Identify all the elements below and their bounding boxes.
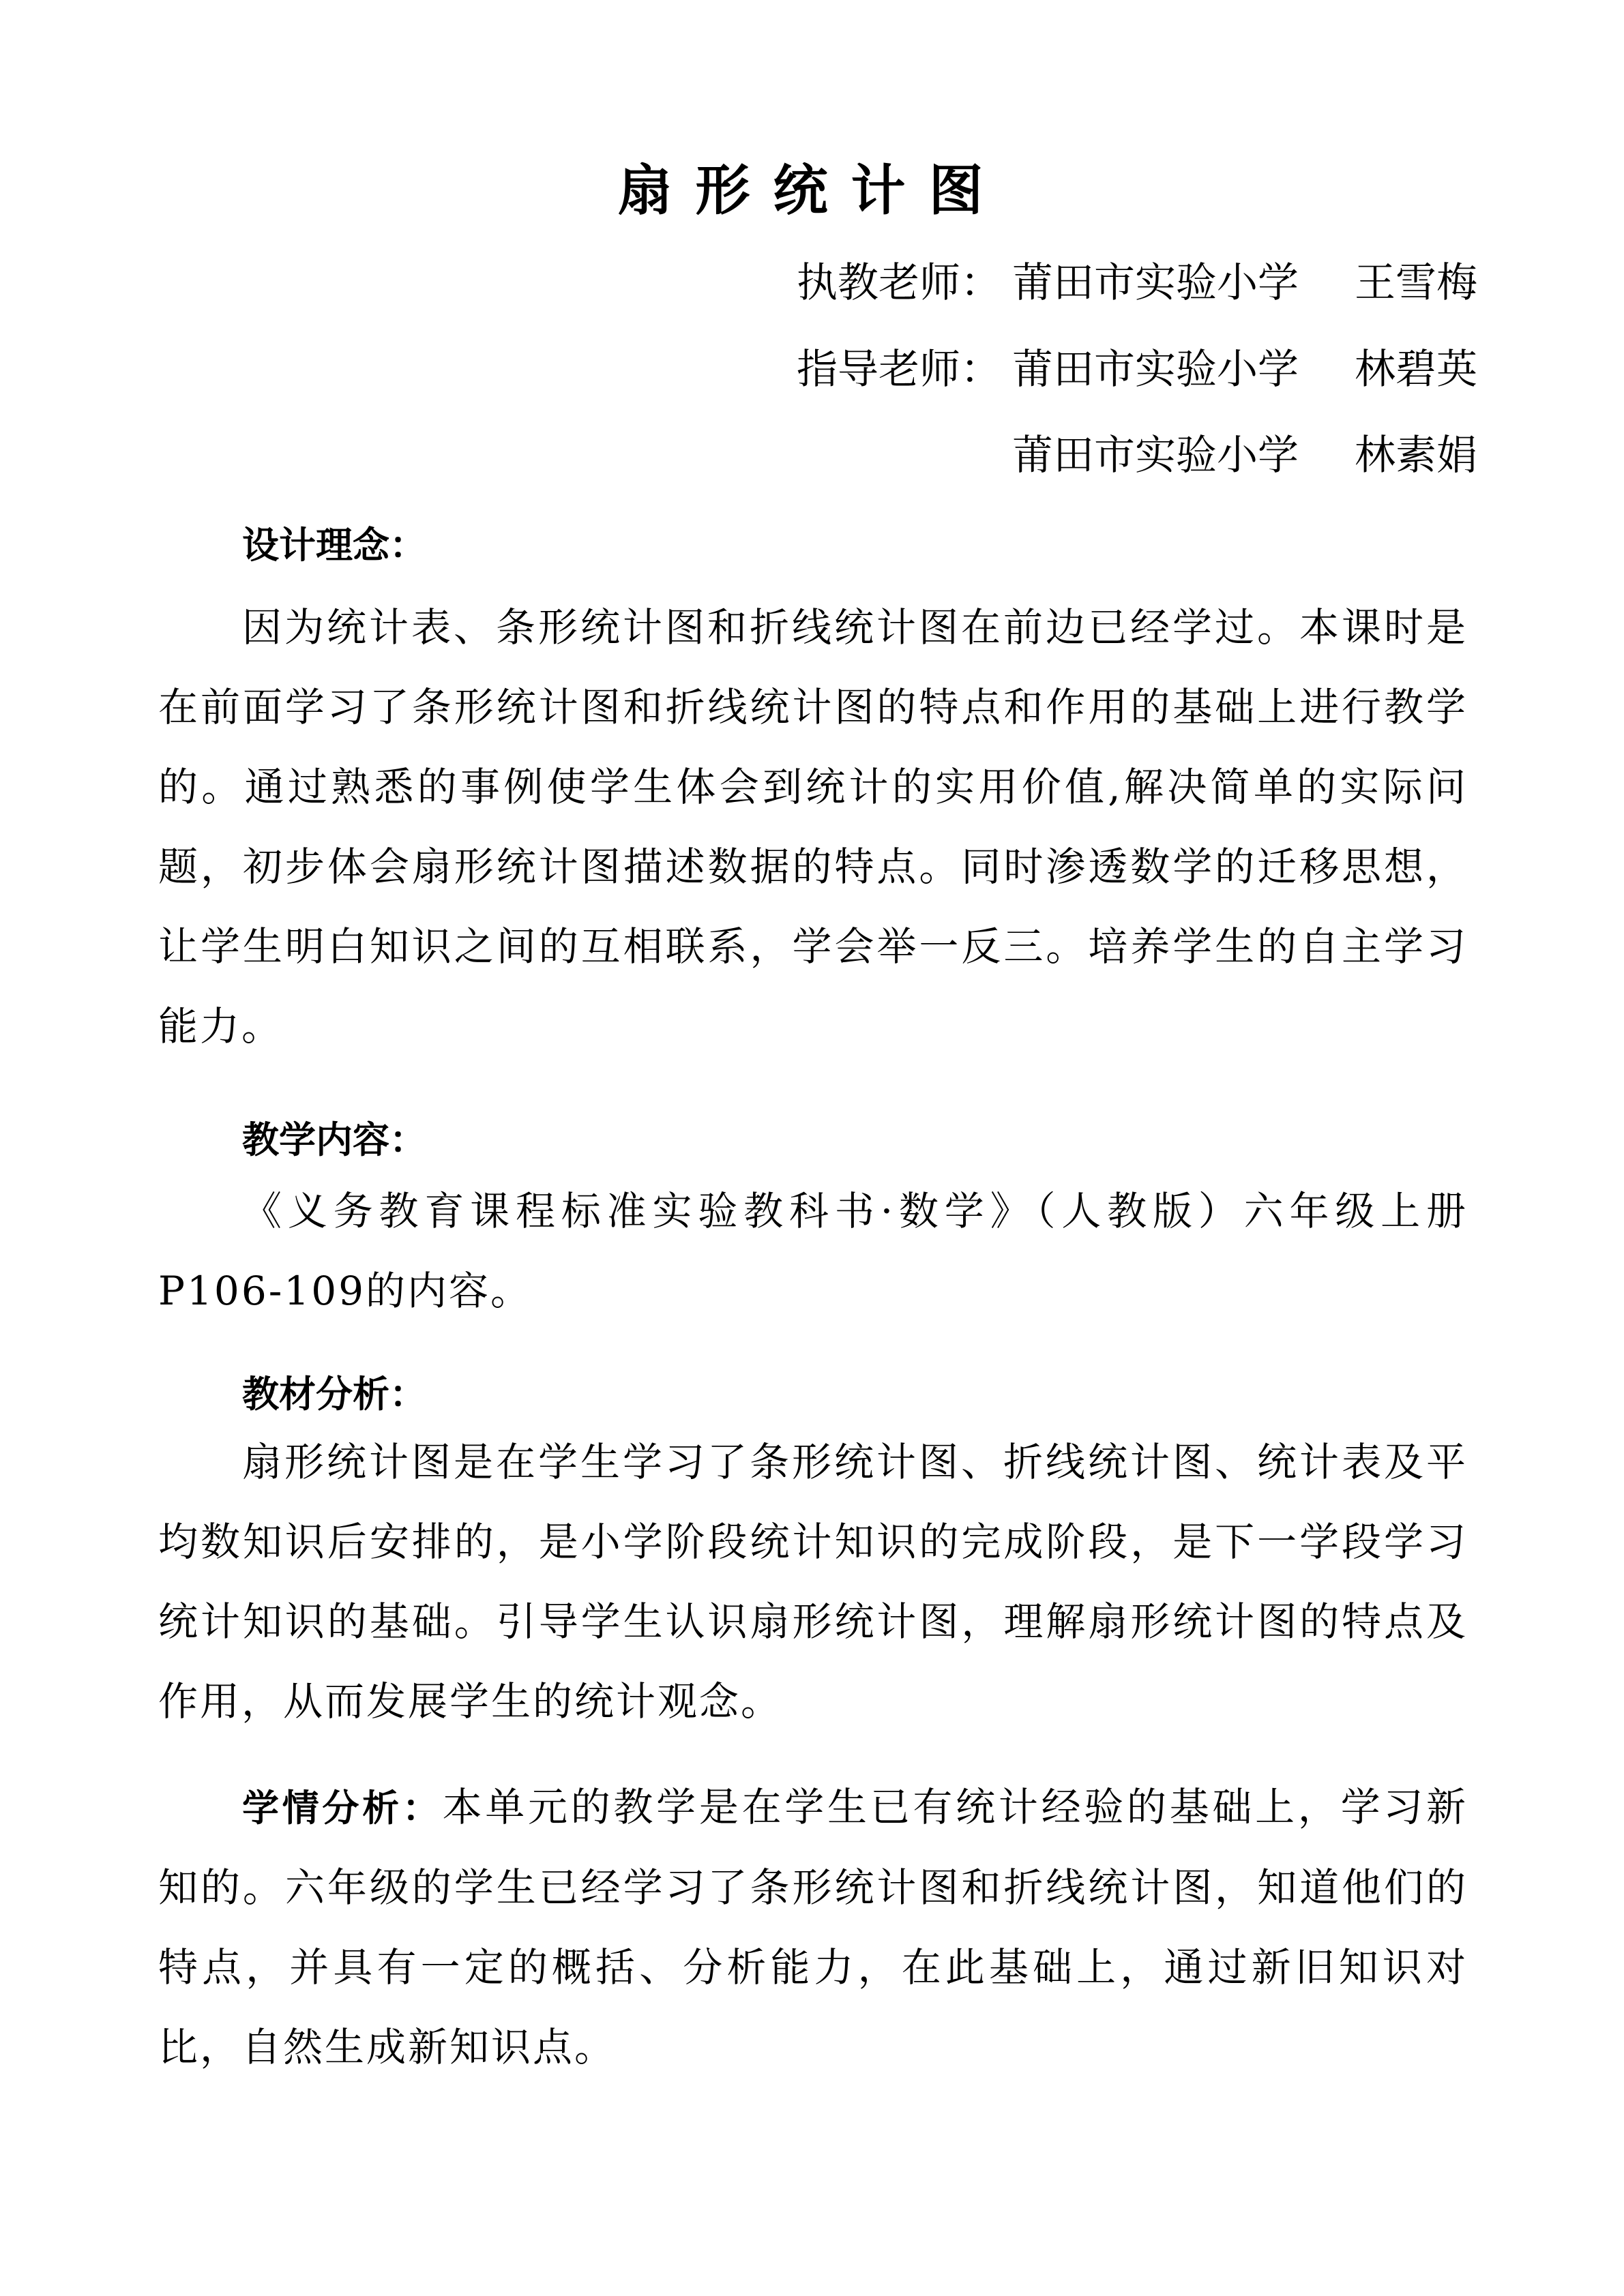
author-name: 林素娟	[1355, 432, 1477, 479]
author-name: 林碧英	[1355, 346, 1477, 393]
heading-teaching-content: 教学内容：	[242, 1118, 426, 1161]
page-title: 扇形统计图	[617, 159, 1007, 222]
author-role: 指导老师：	[797, 346, 1001, 393]
heading-design-concept: 设计理念：	[242, 524, 426, 567]
student-analysis-text: 本单元的教学是在学生已有统计经验的基础上，学习新知的。六年级的学生已经学习了条形统计图和折线统计图，知道他们的特点，并具有一定的概括、分析能力，在此基础上，通过新旧知识对比，自然生成新知识点。	[158, 1784, 1468, 2070]
heading-student-analysis: 学情分析：	[242, 1787, 443, 1830]
author-line-teacher	[797, 256, 1477, 310]
paragraph-material-analysis: 扇形统计图是在学生学习了条形统计图、折线统计图、统计表及平均数知识后安排的，是小学阶段统计知识的完成阶段，是下一学段学习统计知识的基础。引导学生认识扇形统计图，理解扇形统计图的特点及作用，从而发展学生的统计观念。	[158, 1439, 1468, 1725]
author-school: 莆田市实验小学	[1012, 259, 1299, 307]
author-role: 执教老师：	[797, 259, 1001, 307]
author-name: 王雪梅	[1355, 259, 1477, 307]
heading-material-analysis: 教材分析：	[242, 1373, 426, 1416]
author-role	[797, 428, 1012, 483]
paragraph-design-concept: 因为统计表、条形统计图和折线统计图在前边已经学过。本课时是在前面学习了条形统计图和折线统计图的特点和作用的基础上进行教学的。通过熟悉的事例使学生体会到统计的实用价值,解决简单的实际问题，初步体会扇形统计图描述数据的特点。同时渗透数学的迁移思想，让学生明白知识之间的互相联系，学会举一反三。培养学生的自主学习能力。	[158, 604, 1468, 1049]
author-school: 莆田市实验小学	[1012, 346, 1299, 393]
author-line-advisor	[797, 342, 1477, 397]
author-school: 莆田市实验小学	[1012, 432, 1299, 479]
paragraph-student-analysis	[158, 1768, 1468, 2087]
paragraph-teaching-content: 《义务教育课程标准实验教科书·数学》（人教版）六年级上册P106-109的内容。	[158, 1188, 1468, 1314]
author-line-advisor-2	[797, 428, 1477, 483]
